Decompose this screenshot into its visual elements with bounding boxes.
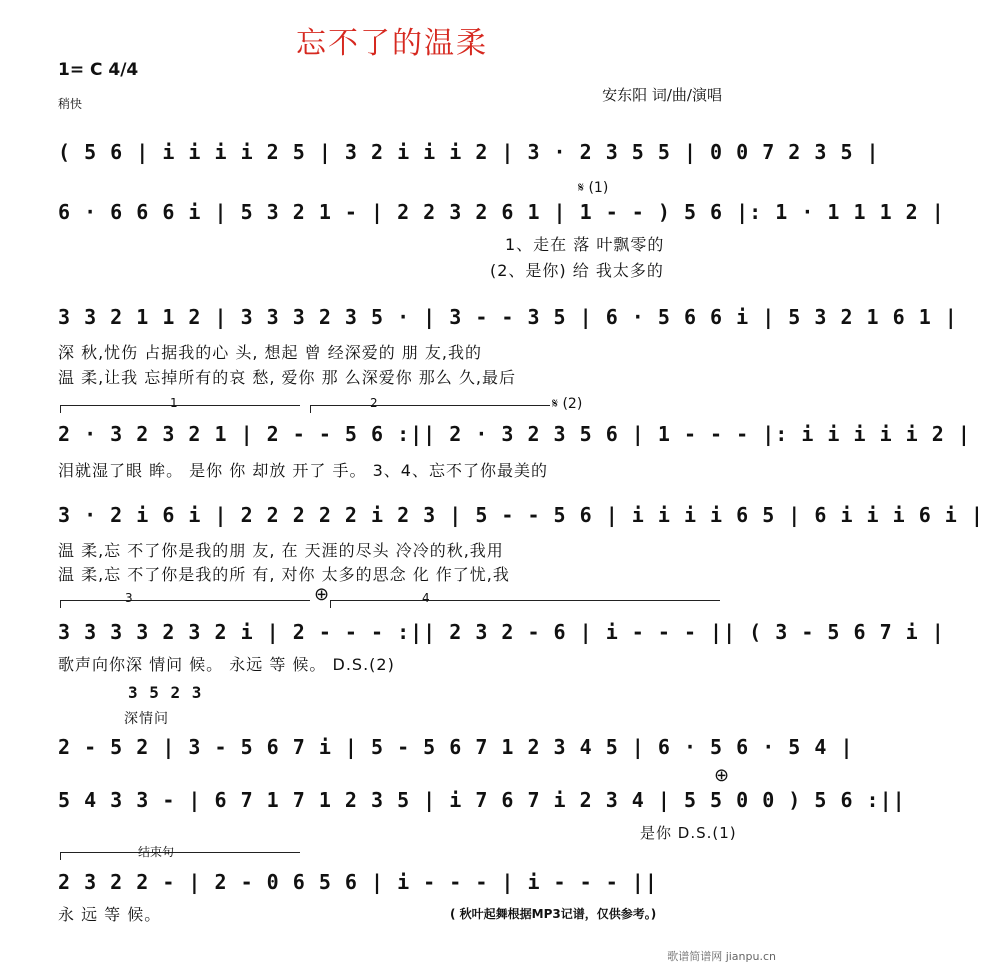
song-title: 忘不了的温柔 <box>296 26 488 61</box>
volta-label-1: 1 <box>170 396 178 410</box>
score-line-6: 3 3 3 3 2 3 2 i | 2 - - - :|| 2 3 2 - 6 | i - - - || ( 3 - 5 6 7 i | <box>58 620 945 644</box>
lyric-line-6a: 歌声向你深 情问 候。 永远 等 候。 D.S.(2) <box>58 655 395 674</box>
lyric-line-2a: 1、走在 落 叶飘零的 <box>505 235 665 254</box>
volta-bracket-4 <box>330 600 720 601</box>
lyric-line-9a: 是你 D.S.(1) <box>640 824 737 842</box>
lyric-line-5a: 温 柔,忘 不了你是我的朋 友, 在 天涯的尽头 冷冷的秋,我用 <box>58 541 504 560</box>
volta-bracket-3 <box>60 600 310 601</box>
key-signature: 1= C 4/4 <box>58 60 139 80</box>
tempo-marking: 稍快 <box>58 97 83 111</box>
volta-bracket-2-tick <box>310 405 311 413</box>
score-line-5: 3 · 2 i 6 i | 2 2 2 2 2 i 2 3 | 5 - - 5 6 | i i i i 6 5 | 6 i i i 6 i | <box>58 503 984 527</box>
lyric-line-4a: 泪就湿了眼 眸。 是你 你 却放 开了 手。 3、4、忘不了你最美的 <box>58 461 548 480</box>
score-line-3: 3 3 2 1 1 2 | 3 3 3 2 3 5 · | 3 - - 3 5 | 6 · 5 6 6 i | 5 3 2 1 6 1 | <box>58 305 958 329</box>
volta-bracket-1-tick <box>60 405 61 413</box>
volta-bracket-3-tick <box>60 600 61 608</box>
score-line-1: ( 5 6 | i i i i 2 5 | 3 2 i i i 2 | 3 · 2 3 5 5 | 0 0 7 2 3 5 | <box>58 140 880 164</box>
lyric-line-3a: 深 秋,忧伤 占据我的心 头, 想起 曾 经深爱的 朋 友,我的 <box>58 343 482 362</box>
credits: 安东阳 词/曲/演唱 <box>602 86 722 104</box>
volta-bracket-1 <box>60 405 300 406</box>
volta-label-2: 2 <box>370 396 378 410</box>
lyric-line-5b: 温 柔,忘 不了你是我的所 有, 对你 太多的思念 化 作了忧,我 <box>58 565 510 584</box>
score-line-7: 3 5 2 3 <box>128 683 203 702</box>
lyric-line-10a: 永 远 等 候。 <box>58 905 162 924</box>
score-line-2: 6 · 6 6 6 i | 5 3 2 1 - | 2 2 3 2 6 1 | 1 - - ) 5 6 |: 1 · 1 1 1 2 | <box>58 200 945 224</box>
volta-label-4: 4 <box>422 591 430 605</box>
volta-bracket-4-tick <box>330 600 331 608</box>
transcription-note: ( 秋叶起舞根据MP3记谱，仅供参考。) <box>450 907 657 921</box>
ending-bracket-tick <box>60 852 61 860</box>
volta-bracket-2 <box>310 405 550 406</box>
ending-bracket <box>60 852 300 853</box>
score-line-10: 2 3 2 2 - | 2 - 0 6 5 6 | i - - - | i - - - || <box>58 870 658 894</box>
ending-label: 结束句 <box>138 845 175 859</box>
coda-icon: ⊕ <box>314 584 330 605</box>
lyric-line-2b: (2、是你) 给 我太多的 <box>490 261 664 280</box>
volta-label-3: 3 <box>125 591 133 605</box>
lyric-line-3b: 温 柔,让我 忘掉所有的哀 愁, 爱你 那 么深爱你 那么 久,最后 <box>58 368 516 387</box>
site-watermark: 歌谱简谱网 jianpu.cn <box>667 950 776 963</box>
segno-mark-1: 𝄋 (1) <box>578 180 609 196</box>
score-line-8: 2 - 5 2 | 3 - 5 6 7 i | 5 - 5 6 7 1 2 3 4 5 | 6 · 5 6 · 5 4 | <box>58 735 854 759</box>
segno-mark-2: 𝄋 (2) <box>552 396 583 412</box>
score-line-4: 2 · 3 2 3 2 1 | 2 - - 5 6 :|| 2 · 3 2 3 5 6 | 1 - - - |: i i i i i 2 | <box>58 422 971 446</box>
lyric-line-7a: 深情问 <box>124 711 169 727</box>
score-line-9: 5 4 3 3 - | 6 7 1 7 1 2 3 5 | i 7 6 7 i 2 3 4 | 5 5 0 0 ) 5 6 :|| <box>58 788 906 812</box>
coda-icon-2: ⊕ <box>714 765 730 786</box>
